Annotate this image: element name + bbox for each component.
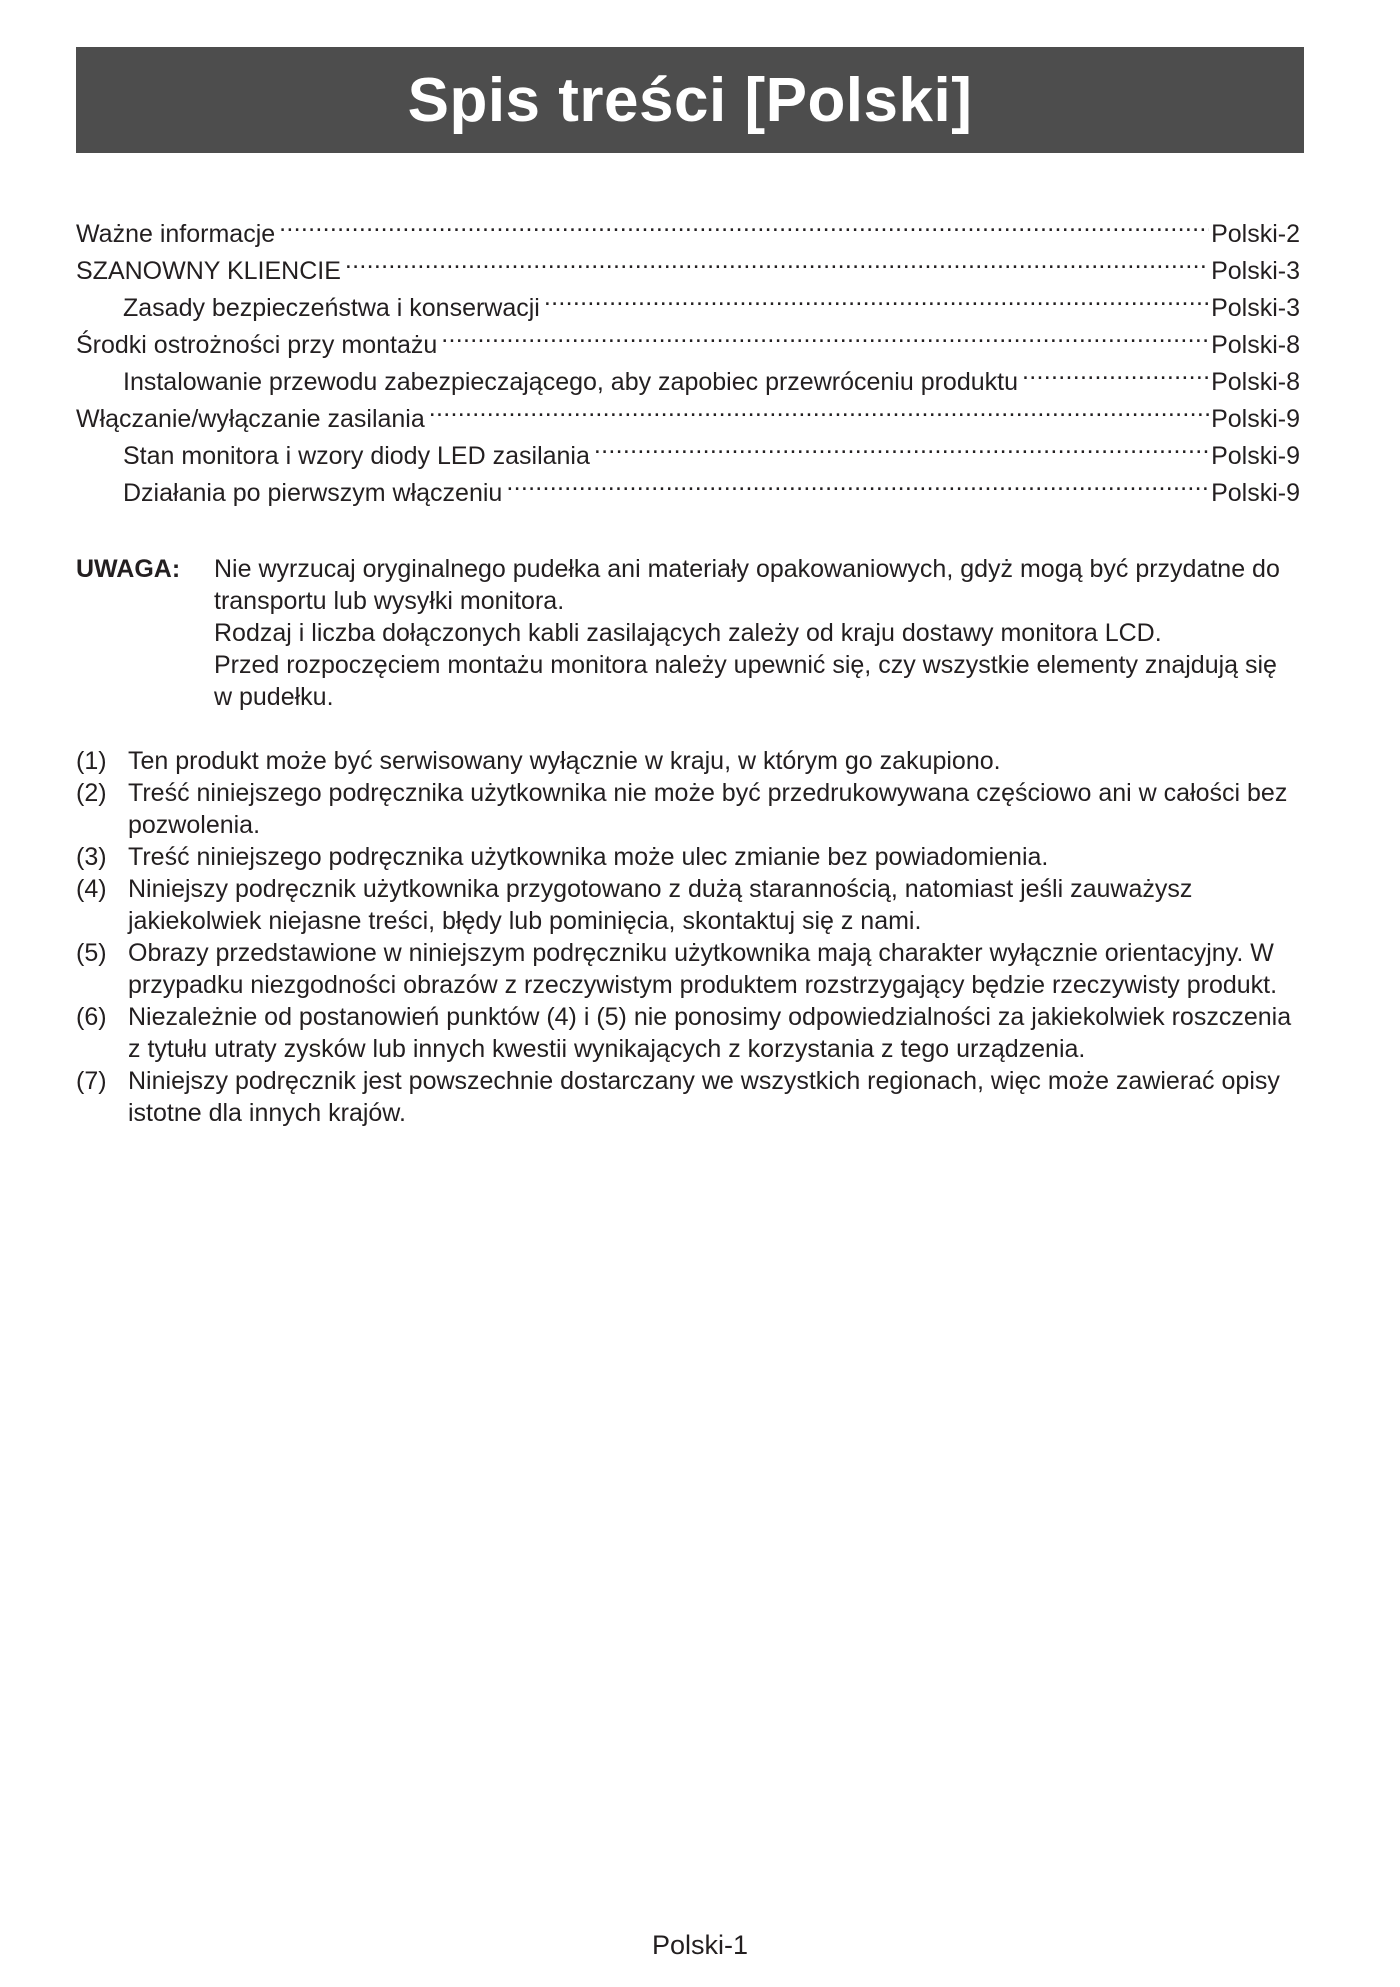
list-item-number: (3) (76, 843, 107, 871)
toc-leader-dots (345, 242, 1209, 279)
toc-entry-page: Polski-3 (1209, 290, 1300, 327)
list-item-text: Ten produkt może być serwisowany wyłącznie w kraju, w którym go zakupiono. (128, 747, 1001, 775)
list-item-text: Treść niniejszego podręcznika użytkownika nie może być przedrukowywana częściowo ani w całości bez pozwolenia. (128, 779, 1288, 839)
toc-entry-page: Polski-8 (1209, 364, 1300, 401)
toc-leader-dots (544, 279, 1209, 316)
list-item (76, 937, 1304, 1001)
list-item (76, 1001, 1304, 1065)
list-item (76, 1065, 1304, 1129)
title-bar (76, 47, 1304, 153)
note-paragraph: Przed rozpoczęciem montażu monitora należy upewnić się, czy wszystkie elementy znajdują się w pudełku. (214, 651, 1277, 711)
list-item-number: (6) (76, 1003, 107, 1031)
list-item-text: Treść niniejszego podręcznika użytkownika może ulec zmianie bez powiadomienia. (128, 843, 1049, 871)
list-item-number: (1) (76, 747, 107, 775)
list-item (76, 777, 1304, 841)
toc-entry-label: Włączanie/wyłączanie zasilania (76, 405, 425, 433)
toc-entry-label: Działania po pierwszym włączeniu (123, 479, 503, 507)
toc-leader-dots (279, 205, 1209, 242)
toc-leader-dots (506, 464, 1209, 501)
toc-entry-page: Polski-8 (1209, 327, 1300, 364)
note-block (76, 553, 1300, 713)
toc-entry-label: Ważne informacje (76, 220, 276, 248)
toc-entry-label: Środki ostrożności przy montażu (76, 331, 438, 359)
toc-entry-page: Polski-9 (1209, 401, 1300, 438)
toc-leader-dots (594, 427, 1209, 464)
note-paragraph: Nie wyrzucaj oryginalnego pudełka ani materiały opakowaniowych, gdyż mogą być przydatne do transportu lub wysyłki monitora. (214, 555, 1280, 615)
toc-entry-label: Zasady bezpieczeństwa i konserwacji (123, 294, 540, 322)
list-item (76, 841, 1304, 873)
toc-entry-page: Polski-2 (1209, 216, 1300, 253)
list-item-number: (4) (76, 875, 107, 903)
note-label: UWAGA: (76, 555, 181, 583)
toc-entry-page: Polski-9 (1209, 438, 1300, 475)
note-text (214, 553, 1300, 713)
list-item-text: Niezależnie od postanowień punktów (4) i (5) nie ponosimy odpowiedzialności za jakiekolwiek roszczenia z tytułu utraty zysków lub innych kwestii wynikających z korzystania z tego urządzenia. (128, 1003, 1292, 1063)
note-paragraph: Rodzaj i liczba dołączonych kabli zasilających zależy od kraju dostawy monitora LCD. (214, 619, 1162, 647)
list-item-number: (7) (76, 1067, 107, 1095)
list-item-text: Niniejszy podręcznik jest powszechnie dostarczany we wszystkich regionach, więc może zawierać opisy istotne dla innych krajów. (128, 1067, 1280, 1127)
table-of-contents (76, 205, 1300, 507)
toc-entry-label: Stan monitora i wzory diody LED zasilania (123, 442, 590, 470)
toc-entry-label: Instalowanie przewodu zabezpieczającego, aby zapobiec przewróceniu produktu (123, 368, 1018, 396)
toc-entry-page: Polski-9 (1209, 475, 1300, 512)
toc-leader-dots (441, 316, 1209, 353)
toc-leader-dots (429, 390, 1209, 427)
page-title: Spis treści [Polski] (407, 65, 973, 135)
numbered-list (76, 745, 1304, 1129)
toc-entry-label: SZANOWNY KLIENCIE (76, 257, 341, 285)
list-item (76, 873, 1304, 937)
page-number: Polski-1 (651, 1930, 749, 1960)
toc-leader-dots (1022, 353, 1209, 390)
list-item-number: (2) (76, 779, 107, 807)
toc-entry-page: Polski-3 (1209, 253, 1300, 290)
list-item (76, 745, 1304, 777)
list-item-text: Obrazy przedstawione w niniejszym podręczniku użytkownika mają charakter wyłącznie orientacyjny. W przypadku niezgodności obrazów z rzeczywistym produktem rozstrzygający będzie rzeczywisty produkt. (128, 939, 1278, 999)
list-item-number: (5) (76, 939, 107, 967)
toc-entry[interactable] (76, 205, 1300, 248)
list-item-text: Niniejszy podręcznik użytkownika przygotowano z dużą starannością, natomiast jeśli zauważysz jakiekolwiek niejasne treści, błędy lub pominięcia, skontaktuj się z nami. (128, 875, 1193, 935)
